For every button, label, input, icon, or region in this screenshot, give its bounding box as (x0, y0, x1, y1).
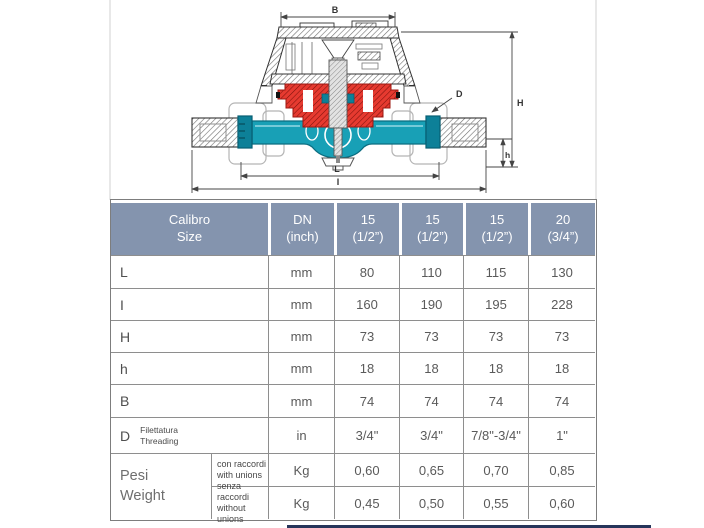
row-I-unit: mm (268, 288, 334, 320)
row-H-value: 73 (528, 320, 595, 352)
header-dn: DN (293, 212, 312, 228)
row-I-value: 190 (399, 288, 463, 320)
row-D-letter: D (120, 427, 131, 444)
row-H-label: H (111, 320, 268, 352)
header-size-col-4: 20 (3/4”) (528, 203, 595, 255)
weight-without-unions-value: 0,55 (463, 486, 528, 519)
header-calibro: Calibro (168, 212, 211, 228)
weight-grid (211, 453, 596, 524)
row-L-value: 130 (528, 255, 595, 288)
weight-without-unions-label: senza raccordi without unions (211, 486, 268, 519)
row-h-value: 18 (334, 352, 399, 384)
table-body (111, 255, 596, 453)
dim-label-I: I (336, 177, 340, 187)
dim-label-L: L (334, 164, 340, 174)
row-L-value: 115 (463, 255, 528, 288)
dimension-spec-table (110, 199, 597, 524)
threaded-union-left (192, 118, 238, 147)
row-B-value: 74 (399, 384, 463, 417)
row-h-value: 18 (463, 352, 528, 384)
row-D-value: 3/4" (334, 417, 399, 453)
weight-label: Pesi Weight (111, 453, 211, 519)
header-inch: (inch) (286, 229, 319, 244)
row-D-value: 7/8"-3/4" (463, 417, 528, 453)
threaded-union-right (440, 118, 486, 147)
row-L-unit: mm (268, 255, 334, 288)
row-I-value: 195 (463, 288, 528, 320)
row-h-value: 18 (399, 352, 463, 384)
header-size-col-2: 15 (1/2”) (399, 203, 463, 255)
dim-label-H: H (517, 98, 524, 108)
row-h-value: 18 (528, 352, 595, 384)
row-L-value: 80 (334, 255, 399, 288)
row-H-value: 73 (399, 320, 463, 352)
dim-label-D: D (456, 89, 463, 99)
row-D-value: 3/4" (399, 417, 463, 453)
row-B-label: B (111, 384, 268, 417)
row-B-value: 74 (528, 384, 595, 417)
weight-without-unions-unit: Kg (268, 486, 334, 519)
row-I-value: 160 (334, 288, 399, 320)
weight-without-unions-value: 0,60 (528, 486, 595, 519)
header-size: Size (176, 229, 203, 244)
header-dn-inch (268, 203, 334, 255)
row-H-unit: mm (268, 320, 334, 352)
row-L-value: 110 (399, 255, 463, 288)
table-header-row (111, 203, 596, 255)
weight-with-unions-unit: Kg (268, 453, 334, 486)
weight-with-unions-value: 0,60 (334, 453, 399, 486)
row-B-unit: mm (268, 384, 334, 417)
weight-with-unions-value: 0,70 (463, 453, 528, 486)
row-H-value: 73 (334, 320, 399, 352)
row-D-threading-label: Filettatura Threading (140, 425, 179, 446)
row-B-value: 74 (334, 384, 399, 417)
row-D-unit: in (268, 417, 334, 453)
row-B-value: 74 (463, 384, 528, 417)
body-nut-right (426, 116, 440, 148)
weight-with-unions-value: 0,85 (528, 453, 595, 486)
row-I-label: I (111, 288, 268, 320)
row-D-label (111, 417, 268, 453)
weight-without-unions-value: 0,50 (399, 486, 463, 519)
body-nut-left (238, 116, 252, 148)
weight-rows (111, 453, 596, 524)
water-meter-technical-drawing (0, 0, 704, 200)
dim-label-B: B (331, 5, 339, 15)
weight-with-unions-value: 0,65 (399, 453, 463, 486)
row-L-label: L (111, 255, 268, 288)
row-I-value: 228 (528, 288, 595, 320)
row-D-value: 1" (528, 417, 595, 453)
weight-with-unions-label: con raccordi with unions (211, 453, 268, 486)
weight-without-unions-value: 0,45 (334, 486, 399, 519)
header-size-col-1: 15 (1/2”) (334, 203, 399, 255)
row-h-label: h (111, 352, 268, 384)
header-size-col-3: 15 (1/2”) (463, 203, 528, 255)
row-h-unit: mm (268, 352, 334, 384)
header-calibro-size (111, 203, 268, 255)
dim-label-h: h (505, 150, 511, 160)
row-H-value: 73 (463, 320, 528, 352)
